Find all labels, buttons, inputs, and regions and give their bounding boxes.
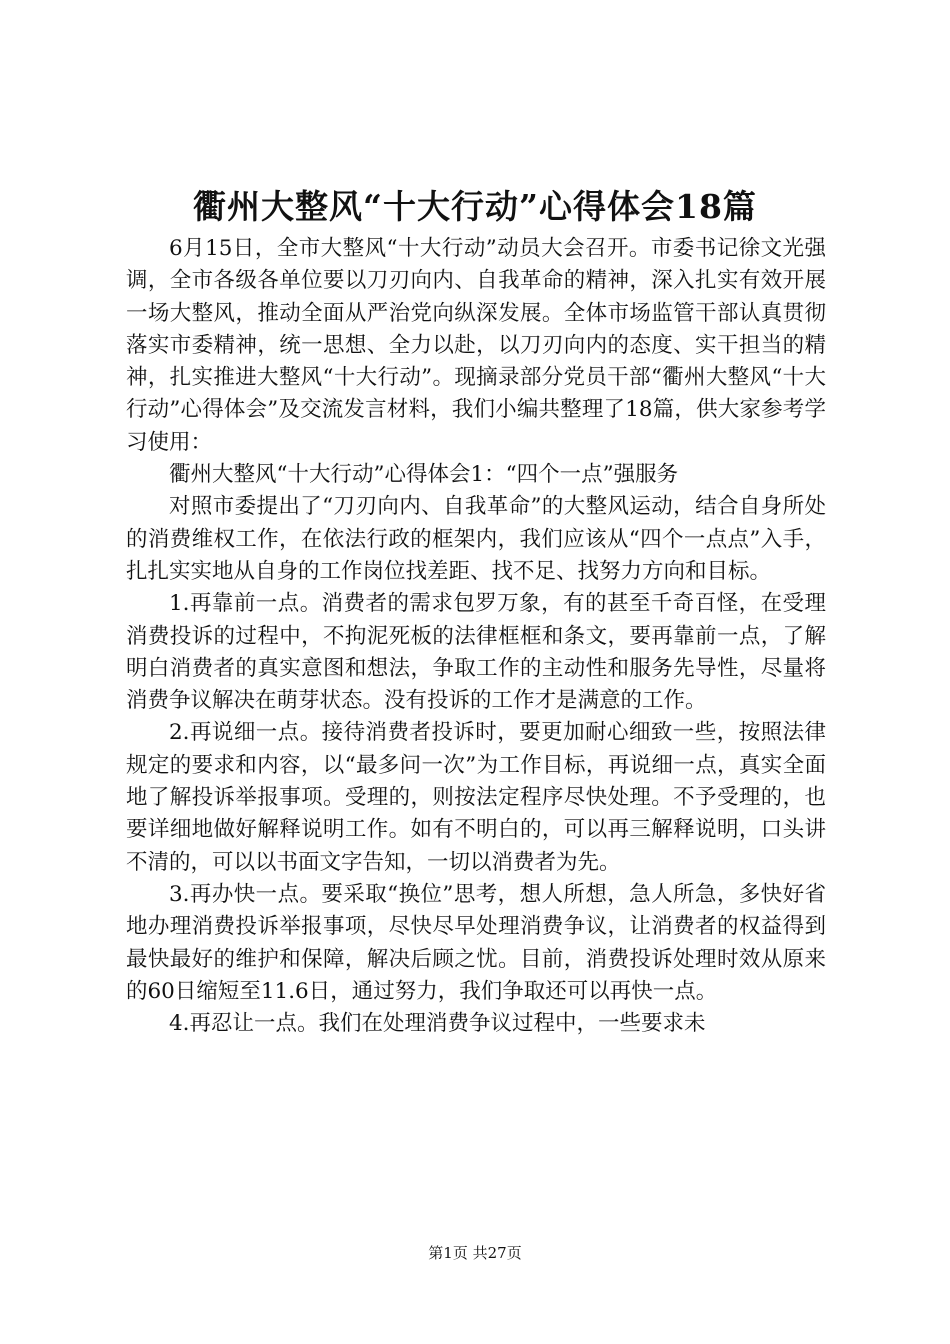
paragraph-point-2: 2.再说细一点。接待消费者投诉时，要更加耐心细致一些，按照法律规定的要求和内容，以“最多问一次”为工作目标，再说细一点，真实全面地了解投诉举报事项。受理的，则按法定程序尽快处理。不予受理的，也要详细地做好解释说明工作。如有不明白的，可以再三解释说明，口头讲不清的，可以以书面文字告知，一切以消费者为先。 [126,720,826,875]
paragraph-section-heading: 衢州大整风“十大行动”心得体会1：“四个一点”强服务 [169,462,679,488]
page-footer: 第1页 共27页 [428,1244,522,1262]
paragraph-intro: 6月15日，全市大整风“十大行动”动员大会召开。市委书记徐文光强调，全市各级各单位要以刀刃向内、自我革命的精神，深入扎实有效开展一场大整风，推动全面从严治党向纵深发展。全体市场监管干部认真贯彻落实市委精神，统一思想、全力以赴，以刀刃向内的态度、实干担当的精神，扎实推进大整风“十大行动”。现摘录部分党员干部“衢州大整风“十大行动”心得体会”及交流发言材料，我们小编共整理了18篇，供大家参考学习使用： [126,236,826,455]
paragraph-overview: 对照市委提出了“刀刃向内、自我革命”的大整风运动，结合自身所处的消费维权工作，在依法行政的框架内，我们应该从“四个一点点”入手，扎扎实实地从自身的工作岗位找差距、找不足、找努力方向和目标。 [126,494,826,584]
paragraph-point-1: 1.再靠前一点。消费者的需求包罗万象，有的甚至千奇百怪，在受理消费投诉的过程中，不拘泥死板的法律框框和条文，要再靠前一点，了解明白消费者的真实意图和想法，争取工作的主动性和服务先导性，尽量将消费争议解决在萌芽状态。没有投诉的工作才是满意的工作。 [126,591,826,714]
document-title: 衢州大整风“十大行动”心得体会18篇 [193,187,757,226]
document-body [126,233,826,1040]
paragraph-point-3: 3.再办快一点。要采取“换位”思考，想人所想，急人所急，多快好省地办理消费投诉举报事项，尽快尽早处理消费争议，让消费者的权益得到最快最好的维护和保障，解决后顾之忧。目前，消费投诉处理时效从原来的60日缩短至11.6日，通过努力，我们争取还可以再快一点。 [126,881,826,1004]
paragraph-point-4: 4.再忍让一点。我们在处理消费争议过程中，一些要求未 [169,1011,706,1037]
